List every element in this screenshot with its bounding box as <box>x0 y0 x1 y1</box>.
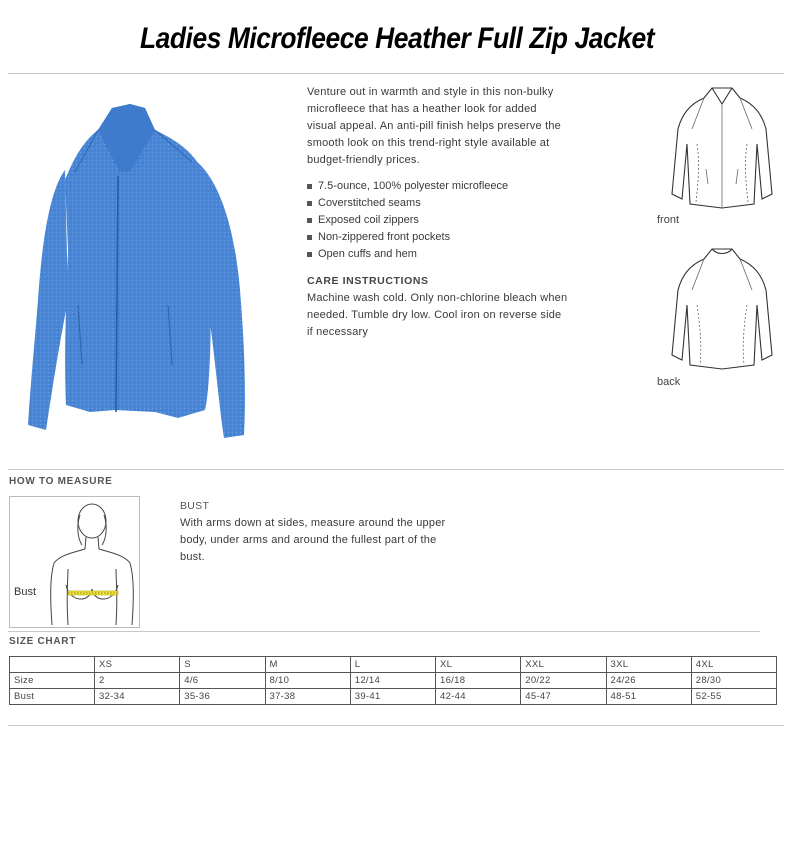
feature-item: Non-zippered front pockets <box>307 229 508 246</box>
table-cell: 45-47 <box>521 689 606 705</box>
product-description: Venture out in warmth and style in this non-bulky microfleece that has a heather look for added visual appeal. An anti-pill finish helps preserve the smooth look on this trend-right style available at budget-friendly prices. <box>307 86 561 166</box>
table-cell: 39-41 <box>350 689 435 705</box>
table-row <box>10 689 777 705</box>
back-caption: back <box>657 376 681 388</box>
size-chart-table <box>9 656 777 705</box>
bust-figure-label: Bust <box>14 586 37 598</box>
column-header: S <box>180 657 265 673</box>
table-cell: 42-44 <box>436 689 521 705</box>
bust-instructions: With arms down at sides, measure around the upper body, under arms and around the fullest part of the bust. <box>180 517 446 563</box>
title-divider <box>8 73 784 74</box>
size-chart-header-row <box>10 657 777 673</box>
table-cell: 48-51 <box>606 689 691 705</box>
feature-item: Coverstitched seams <box>307 195 508 212</box>
table-cell: 52-55 <box>691 689 776 705</box>
column-header: 4XL <box>691 657 776 673</box>
care-heading: CARE INSTRUCTIONS <box>307 275 429 287</box>
section-divider <box>8 469 784 470</box>
table-cell: 20/22 <box>521 673 606 689</box>
row-header: Size <box>10 673 95 689</box>
care-text: Machine wash cold. Only non-chlorine bleach when needed. Tumble dry low. Cool iron on reverse side if necessary <box>307 292 568 338</box>
feature-item: Exposed coil zippers <box>307 212 508 229</box>
column-header: 3XL <box>606 657 691 673</box>
jacket-back-flat-icon <box>662 245 782 375</box>
front-caption: front <box>657 214 680 226</box>
feature-item: Open cuffs and hem <box>307 246 508 263</box>
table-cell: 4/6 <box>180 673 265 689</box>
measure-figure-box <box>9 496 140 628</box>
table-row <box>10 673 777 689</box>
feature-list <box>307 178 508 263</box>
table-cell: 32-34 <box>95 689 180 705</box>
feature-item: 7.5-ounce, 100% polyester microfleece <box>307 178 508 195</box>
column-header: M <box>265 657 350 673</box>
how-to-measure-heading: HOW TO MEASURE <box>9 476 113 487</box>
column-header: XXL <box>521 657 606 673</box>
column-header: XL <box>436 657 521 673</box>
page-title: Ladies Microfleece Heather Full Zip Jacket <box>139 22 655 55</box>
bottom-divider <box>8 725 784 726</box>
table-cell: 12/14 <box>350 673 435 689</box>
table-cell: 2 <box>95 673 180 689</box>
row-header: Bust <box>10 689 95 705</box>
jacket-front-flat-icon <box>662 84 782 214</box>
column-header: L <box>350 657 435 673</box>
header-corner-cell <box>10 657 95 673</box>
jacket-photo <box>20 100 250 450</box>
bust-figure-icon <box>10 497 139 627</box>
size-chart-heading: SIZE CHART <box>9 636 76 647</box>
table-cell: 35-36 <box>180 689 265 705</box>
bust-heading: BUST <box>180 500 210 512</box>
table-cell: 28/30 <box>691 673 776 689</box>
column-header: XS <box>95 657 180 673</box>
table-cell: 24/26 <box>606 673 691 689</box>
table-cell: 16/18 <box>436 673 521 689</box>
table-cell: 37-38 <box>265 689 350 705</box>
section-divider <box>8 631 760 632</box>
table-cell: 8/10 <box>265 673 350 689</box>
